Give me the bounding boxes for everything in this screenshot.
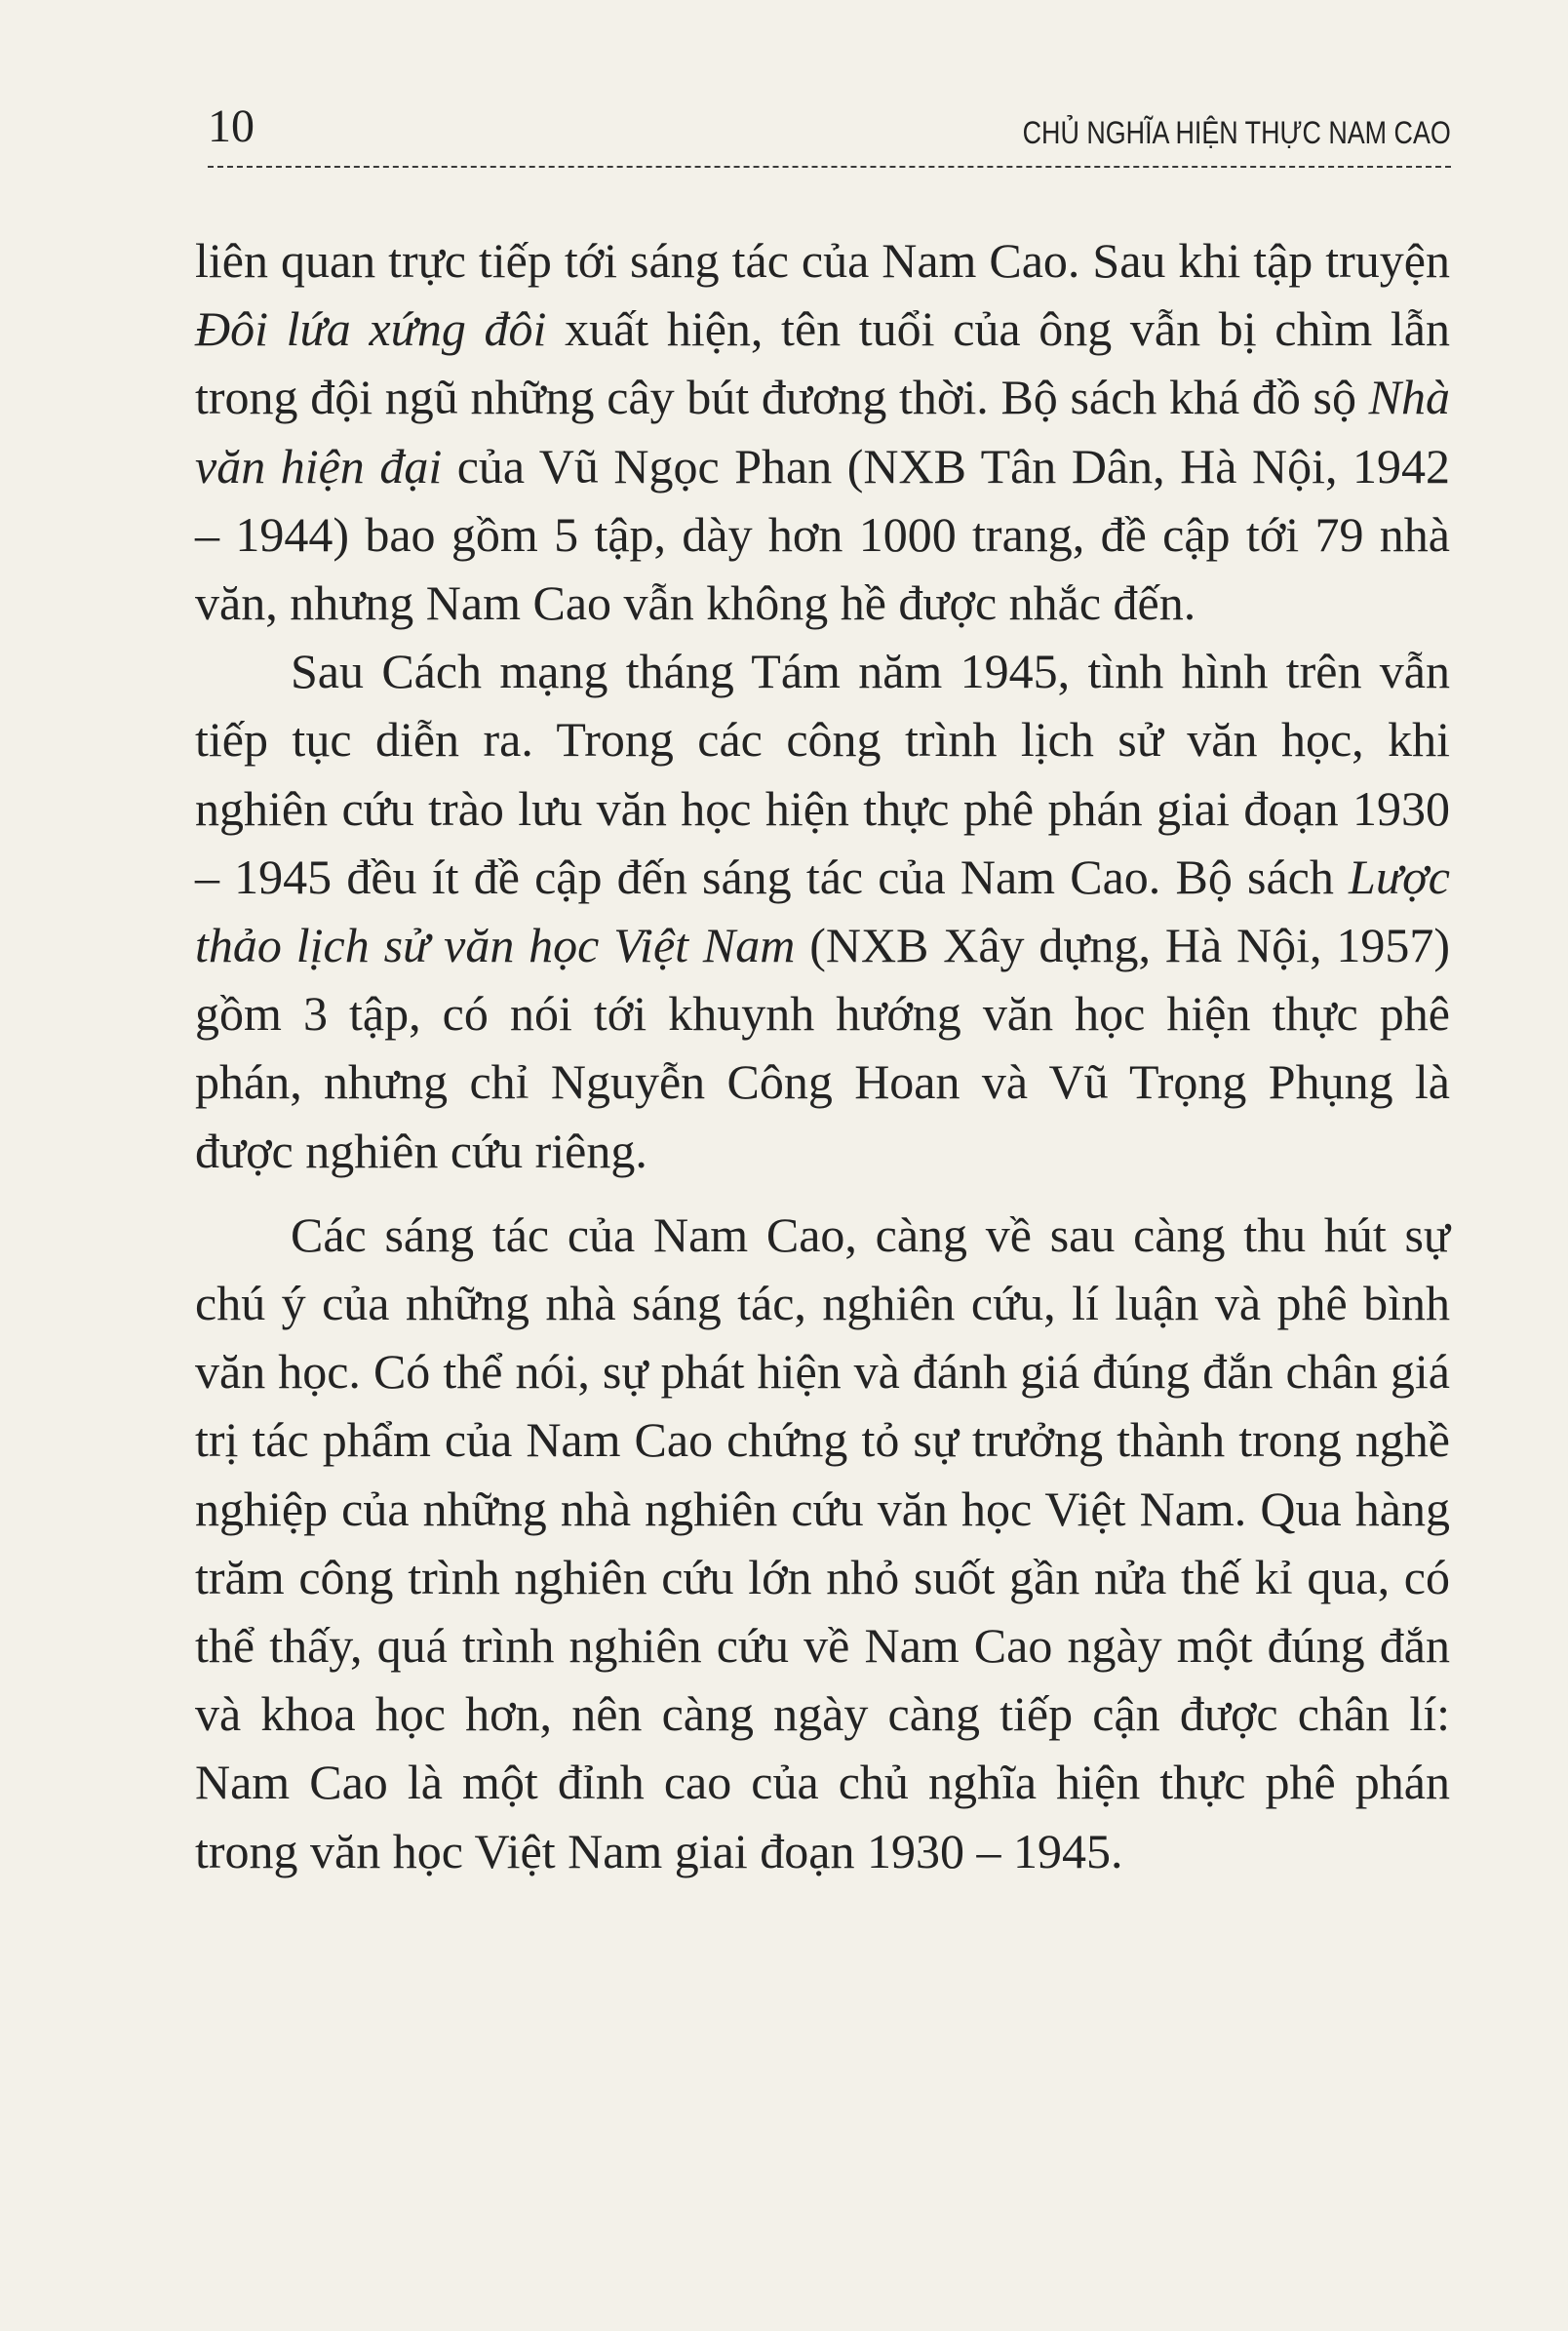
running-title: CHỦ NGHĨA HIỆN THỰC NAM CAO: [1022, 115, 1451, 150]
running-header: [208, 90, 1451, 158]
header-divider: [208, 166, 1451, 168]
text-run: Sau Cách mạng tháng Tám năm 1945, tình hình trên vẫn tiếp tục diễn ra. Trong các công trình lịch sử văn học, khi nghiên cứu trào lưu văn học hiện thực phê phán giai đoạn 1930 – 1945 đều ít đề cập đến sáng tác của Nam Cao. Bộ sách: [195, 644, 1450, 904]
page-number: 10: [208, 100, 255, 152]
book-title: Lược thảo lịch sử văn học Việt Nam: [195, 849, 1450, 973]
book-title: Nhà văn hiện đại: [195, 370, 1450, 494]
paragraph-1: [195, 226, 1450, 637]
paragraph-3: [195, 1201, 1450, 1885]
body-text: [195, 226, 1450, 1885]
text-run: (NXB Xây dựng, Hà Nội, 1957) gồm 3 tập, có nói tới khuynh hướng văn học hiện thực phê phán, nhưng chỉ Nguyễn Công Hoan và Vũ Trọng Phụng là được nghiên cứu riêng.: [195, 918, 1450, 1178]
book-title: Đôi lứa xứng đôi: [195, 301, 547, 357]
text-run: xuất hiện, tên tuổi của ông vẫn bị chìm lẫn trong đội ngũ những cây bút đương thời. Bộ sách khá đồ sộ: [195, 301, 1450, 425]
paragraph-gap: [195, 1185, 1450, 1201]
text-run: Các sáng tác của Nam Cao, càng về sau càng thu hút sự chú ý của những nhà sáng tác, nghiên cứu, lí luận và phê bình văn học. Có thể nói, sự phát hiện và đánh giá đúng đắn chân giá trị tác phẩm của Nam Cao chứng tỏ sự trưởng thành trong nghề nghiệp của những nhà nghiên cứu văn học Việt Nam. Qua hàng trăm công trình nghiên cứu lớn nhỏ suốt gần nửa thế kỉ qua, có thể thấy, quá trình nghiên cứu về Nam Cao ngày một đúng đắn và khoa học hơn, nên càng ngày càng tiếp cận được chân lí: Nam Cao là một đỉnh cao của chủ nghĩa hiện thực phê phán trong văn học Việt Nam giai đoạn 1930 – 1945.: [195, 1206, 1450, 1878]
text-run: liên quan trực tiếp tới sáng tác của Nam Cao. Sau khi tập truyện: [195, 233, 1450, 288]
text-run: của Vũ Ngọc Phan (NXB Tân Dân, Hà Nội, 1942 – 1944) bao gồm 5 tập, dày hơn 1000 trang, đề cập tới 79 nhà văn, nhưng Nam Cao vẫn không hề được nhắc đến.: [195, 438, 1450, 631]
paragraph-2: [195, 637, 1450, 1185]
